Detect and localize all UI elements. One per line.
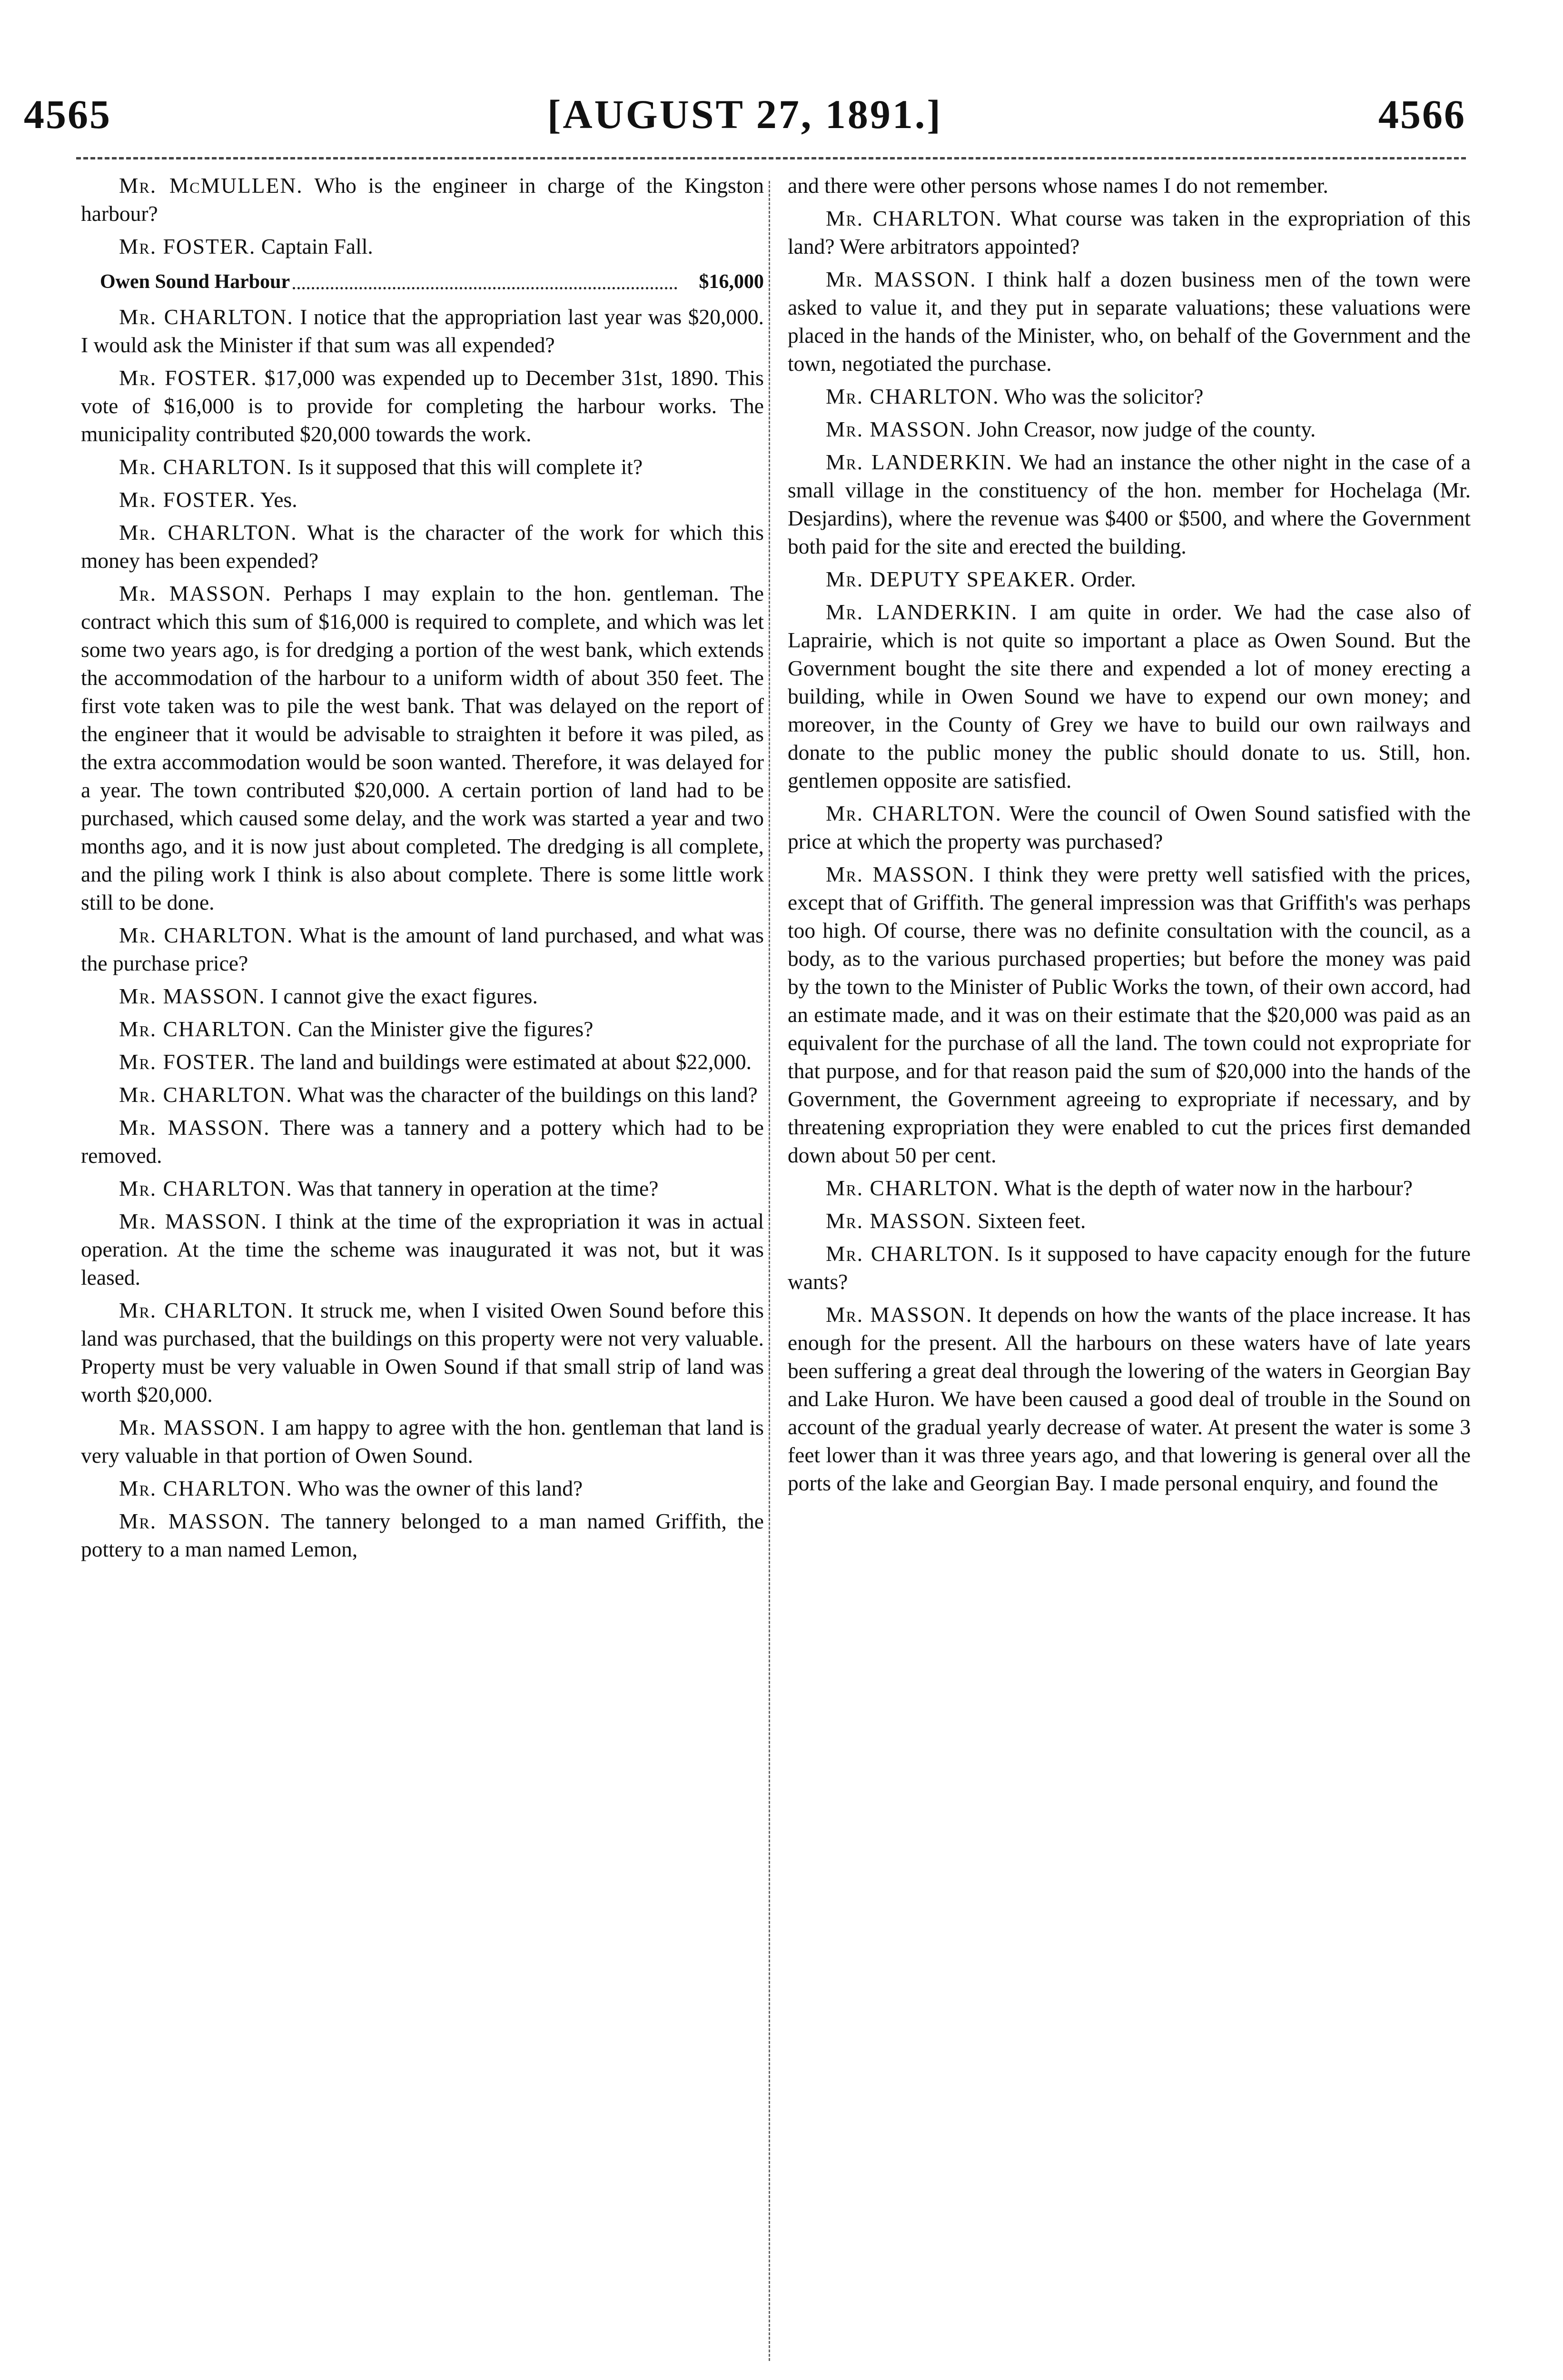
- speaker-name: Mr. CHARLTON.: [119, 923, 294, 947]
- paragraph: [788, 1207, 1471, 1235]
- paragraph: [81, 921, 764, 977]
- speaker-name: Mr. FOSTER.: [119, 234, 256, 258]
- speech-text: Can the Minister give the figures?: [298, 1017, 594, 1041]
- paragraph: [81, 1113, 764, 1170]
- speaker-name: Mr. CHARLTON.: [826, 384, 999, 408]
- speaker-name: Mr. CHARLTON.: [119, 455, 293, 479]
- page-header: [24, 90, 1466, 148]
- speaker-name: Mr. CHARLTON.: [119, 1298, 294, 1322]
- speech-text: Who was the owner of this land?: [297, 1476, 583, 1500]
- paragraph: [81, 982, 764, 1010]
- budget-item-amount: $16,000: [699, 271, 764, 293]
- paragraph: [81, 1474, 764, 1502]
- paragraph-continuation: and there were other persons whose names I do not remember.: [788, 173, 1328, 198]
- speech-text: Yes.: [260, 487, 297, 512]
- speech-text: I think at the time of the expropriation it was in actual operation. At the time the scheme was inaugurated it was not, but it was leased.: [81, 1209, 764, 1289]
- speech-text: I am happy to agree with the hon. gentleman that land is very valuable in that portion of Owen Sound.: [81, 1415, 764, 1468]
- page-number-right: 4566: [1378, 91, 1466, 137]
- speaker-name: Mr. DEPUTY SPEAKER.: [826, 567, 1076, 591]
- paragraph: [788, 860, 1471, 1169]
- paragraph: [788, 204, 1471, 260]
- speaker-name: Mr. FOSTER.: [119, 487, 256, 512]
- paragraph: [81, 1048, 764, 1076]
- speech-text: Was that tannery in operation at the time?: [297, 1176, 659, 1200]
- speech-text: Perhaps I may explain to the hon. gentleman. The contract which this sum of $16,000 is required to complete, and which was let some two years ago, is for dredging a portion of the west bank, which extends the accommodation of the harbour to a uniform width of about 350 feet. The first vote taken was to pile the west bank. That was delayed on the report of the engineer that it would be advisable to straighten it before it was piled, as the extra accommodation would be soon wanted. Therefore, it was delayed for a year. The town contributed $20,000. A certain portion of land had to be purchased, which caused some delay, and the work was started a year and two months ago, and it is now just about completed. The dredging is all complete, and the piling work I think is also about complete. There is some little work still to be done.: [81, 581, 764, 914]
- speech-text: What is the depth of water now in the harbour?: [1004, 1176, 1413, 1200]
- speaker-name: Mr. MASSON.: [119, 1115, 270, 1140]
- speaker-name: Mr. CHARLTON.: [826, 1241, 1000, 1266]
- speaker-name: Mr. LANDERKIN.: [826, 600, 1018, 624]
- paragraph: [81, 1413, 764, 1469]
- paragraph: [81, 518, 764, 575]
- speaker-name: Mr. McMULLEN.: [119, 173, 303, 198]
- speech-text: What was the character of the buildings on this land?: [297, 1082, 758, 1107]
- speaker-name: Mr. CHARLTON.: [119, 1017, 293, 1041]
- speech-text: I am quite in order. We had the case also of Laprairie, which is not quite so important a place as Owen Sound. But the Government bought the site there and expended a lot of money erecting a building, while in Owen Sound we have to expend our own money; and moreover, in the County of Grey we have to build our own railways and donate to the public money the public should donate to us. Still, hon. gentlemen opposite are satisfied.: [788, 600, 1471, 793]
- speaker-name: Mr. CHARLTON.: [826, 206, 1002, 230]
- speech-text: I think half a dozen business men of the town were asked to value it, and they put in separate valuations; these valuations were placed in the hands of the Minister, who, on behalf of the Government and the town, negotiated the purchase.: [788, 267, 1471, 376]
- page-number-left: 4565: [24, 91, 111, 137]
- speech-text: Captain Fall.: [261, 234, 373, 258]
- speaker-name: Mr. CHARLTON.: [119, 305, 294, 329]
- paragraph: [81, 1207, 764, 1291]
- speaker-name: Mr. MASSON.: [119, 1415, 266, 1439]
- paragraph: [788, 265, 1471, 377]
- speaker-name: Mr. MASSON.: [826, 417, 972, 441]
- header-rule: [76, 157, 1466, 159]
- paragraph: [81, 1015, 764, 1043]
- speaker-name: Mr. CHARLTON.: [119, 1082, 293, 1107]
- speaker-name: Mr. CHARLTON.: [119, 520, 297, 545]
- paragraph: [81, 579, 764, 916]
- speaker-name: Mr. FOSTER.: [119, 366, 257, 390]
- speaker-name: Mr. CHARLTON.: [826, 801, 1002, 825]
- speaker-name: Mr. MASSON.: [119, 1209, 267, 1233]
- speech-text: Order.: [1081, 567, 1136, 591]
- paragraph: [81, 1174, 764, 1202]
- paragraph: [788, 415, 1471, 443]
- paragraph: [81, 1507, 764, 1563]
- paragraph: [788, 1240, 1471, 1296]
- paragraph: [788, 448, 1471, 560]
- speaker-name: Mr. MASSON.: [119, 984, 266, 1008]
- budget-item: [81, 268, 764, 296]
- paragraph: [788, 565, 1471, 593]
- speech-text: Sixteen feet.: [977, 1209, 1086, 1233]
- speech-text: The tannery belonged to a man named Griffith, the pottery to a man named Lemon,: [81, 1509, 764, 1561]
- paragraph: [81, 1296, 764, 1408]
- speech-text: $17,000 was expended up to December 31st, 1890. This vote of $16,000 is to provide for completing the harbour works. The municipality contributed $20,000 towards the work.: [81, 366, 764, 446]
- paragraph: [81, 453, 764, 481]
- budget-item-label: Owen Sound Harbour: [100, 271, 290, 293]
- speaker-name: Mr. MASSON.: [119, 581, 272, 605]
- speaker-name: Mr. CHARLTON.: [119, 1176, 293, 1200]
- speaker-name: Mr. MASSON.: [826, 267, 977, 291]
- paragraph: [81, 1081, 764, 1109]
- speech-text: We had an instance the other night in the case of a small village in the constituency of the hon. member for Hochelaga (Mr. Desjardins), where the revenue was $400 or $500, and where the Government both paid for the site and erected the building.: [788, 450, 1471, 558]
- speech-text: Who was the solicitor?: [1004, 384, 1204, 408]
- speaker-name: Mr. MASSON.: [119, 1509, 271, 1533]
- speech-text: Is it supposed to have capacity enough for the future wants?: [788, 1241, 1471, 1294]
- speech-text: I think they were pretty well satisfied with the prices, except that of Griffith. The general impression was that Griffith's was perhaps too high. Of course, there was no definite consultation with the council, as a body, as to the various purchased properties; but before the money was paid by the town to the Minister of Public Works the town, of their own accord, had an estimate made, and it was on their estimate that the $20,000 was paid as an equivalent for the purchase of all the land. The town could not expropriate for that purpose, and for that reason paid the sum of $20,000 into the hands of the Government, the Government agreeing to expropriate if necessary, and by threatening expropriation they were enabled to cut the prices first demanded down about 50 per cent.: [788, 862, 1471, 1167]
- speech-text: Is it supposed that this will complete it?: [298, 455, 643, 479]
- speech-text: It struck me, when I visited Owen Sound before this land was purchased, that the buildings on this property were not very valuable. Property must be very valuable in Owen Sound if that small strip of land was worth $20,000.: [81, 1298, 764, 1407]
- speech-text: I cannot give the exact figures.: [270, 984, 538, 1008]
- paragraph: [788, 382, 1471, 410]
- speaker-name: Mr. CHARLTON.: [826, 1176, 999, 1200]
- speech-text: What is the amount of land purchased, and what was the purchase price?: [81, 923, 764, 975]
- column-divider: [769, 181, 770, 2361]
- paragraph: [81, 486, 764, 514]
- page-date: [AUGUST 27, 1891.]: [547, 91, 943, 137]
- speech-text: There was a tannery and a pottery which had to be removed.: [81, 1115, 764, 1168]
- speech-text: John Creasor, now judge of the county.: [977, 417, 1316, 441]
- speech-text: It depends on how the wants of the place increase. It has enough for the present. All the harbours on these waters have of late years been suffering a great deal through the lowering of the waters in Georgian Bay and Lake Huron. We have been caused a good deal of trouble in the Sound on account of the gradual yearly decrease of water. At present the water is some 3 feet lower than it was three years ago, and that lowering is general over all the ports of the lake and Georgian Bay. I made personal enquiry, and found the: [788, 1302, 1471, 1495]
- speech-text: Who is the engineer in charge of the Kingston harbour?: [81, 173, 764, 226]
- speech-text: The land and buildings were estimated at about $22,000.: [260, 1050, 752, 1074]
- speaker-name: Mr. MASSON.: [826, 1302, 973, 1327]
- speech-text: What is the character of the work for which this money has been expended?: [81, 520, 764, 573]
- speaker-name: Mr. MASSON.: [826, 1209, 972, 1233]
- leader-dots: [293, 268, 677, 289]
- paragraph: [81, 171, 764, 228]
- speech-text: What course was taken in the expropriation of this land? Were arbitrators appointed?: [788, 206, 1471, 258]
- speech-text: Were the council of Owen Sound satisfied with the price at which the property was purchased?: [788, 801, 1471, 853]
- paragraph: [788, 1174, 1471, 1202]
- speaker-name: Mr. CHARLTON.: [119, 1476, 293, 1500]
- paragraph: [81, 364, 764, 448]
- paragraph: [788, 1300, 1471, 1497]
- paragraph: [788, 799, 1471, 855]
- speaker-name: Mr. LANDERKIN.: [826, 450, 1013, 474]
- paragraph: [81, 232, 764, 260]
- paragraph: [81, 303, 764, 359]
- speaker-name: Mr. MASSON.: [826, 862, 975, 886]
- paragraph: [788, 598, 1471, 794]
- left-column: [81, 171, 764, 1568]
- right-column: [788, 171, 1471, 1502]
- speech-text: I notice that the appropriation last year was $20,000. I would ask the Minister if that sum was all expended?: [81, 305, 764, 357]
- speaker-name: Mr. FOSTER.: [119, 1050, 256, 1074]
